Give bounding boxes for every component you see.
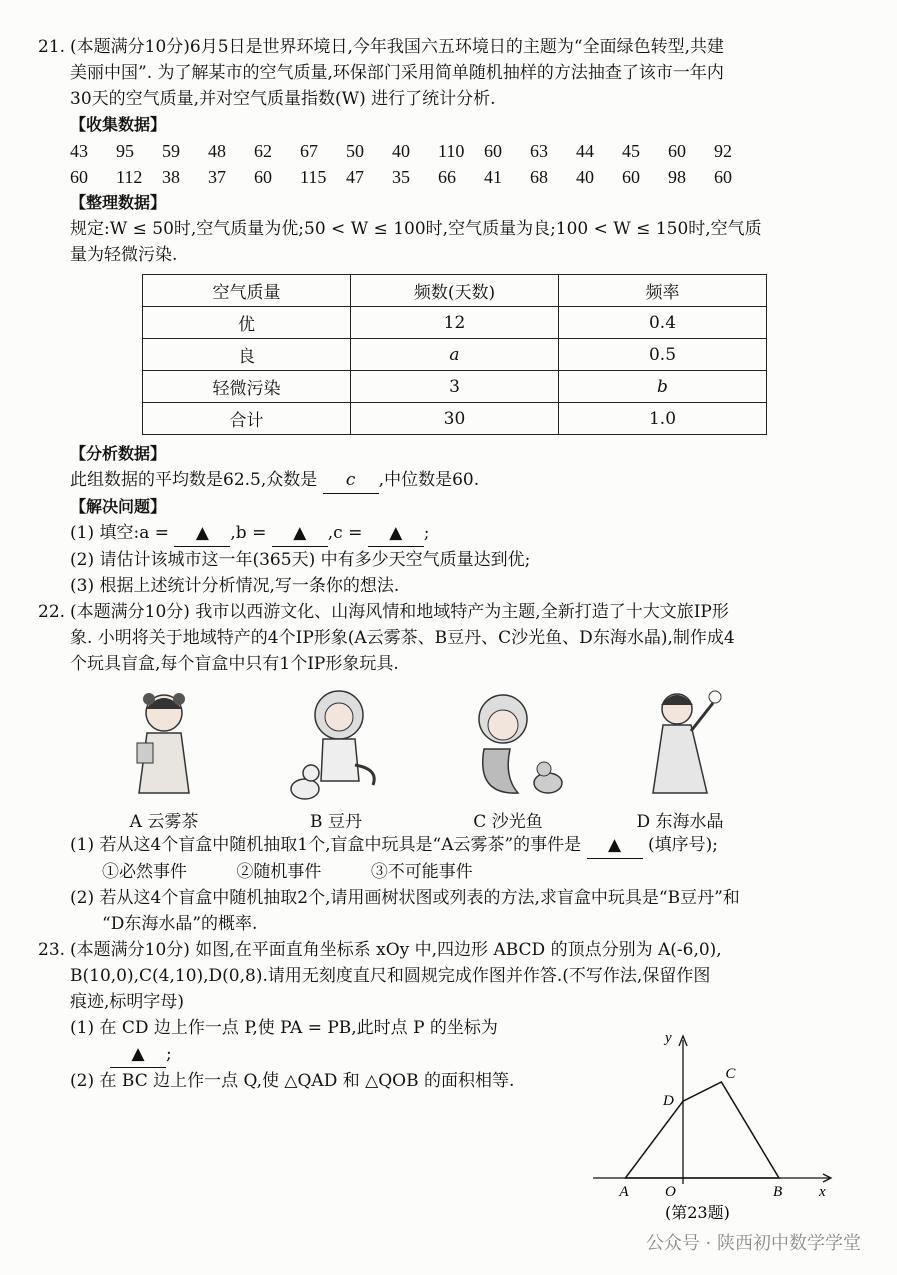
answer-blank-c2: ▲ (368, 520, 424, 547)
data-value: 60 (484, 141, 502, 161)
label-a: A (619, 1184, 629, 1200)
fish-girl-illustration (448, 685, 568, 805)
exam-page (38, 34, 860, 1094)
table-cell: 1.0 (559, 403, 767, 435)
q21-part3: (3) 根据上述统计分析情况,写一条你的想法. (70, 576, 400, 596)
q22-part2-line2: “D东海水晶”的概率. (102, 914, 258, 934)
q21-intro-line2: 美丽中国”. 为了解某市的空气质量,环保部门采用简单随机抽样的方法抽查了该市一年内 (70, 63, 724, 83)
q22-part2-line1: (2) 若从这4个盲盒中随机抽取2个,请用画树状图或列表的方法,求盲盒中玩具是“B豆丹”和 (70, 888, 740, 908)
table-header-cell: 频率 (559, 275, 767, 307)
figure-caption: B 豆丹 (310, 812, 362, 832)
bean-boy-illustration (281, 685, 391, 805)
answer-blank: ▲ (587, 832, 643, 859)
q23-part1-line1: (1) 在 CD 边上作一点 P,使 PA = PB,此时点 P 的坐标为 (70, 1018, 498, 1038)
answer-blank: ▲ (110, 1041, 166, 1068)
figure-caption: C 沙光鱼 (473, 812, 543, 832)
figure-a (78, 685, 250, 832)
q21-intro-line1: 21. (本题满分10分)6月5日是世界环境日,今年我国六五环境日的主题为“全面绿色转型,共建 (38, 37, 725, 57)
answer-blank-c: c (323, 467, 379, 494)
figure-d (594, 685, 766, 832)
table-header-row (143, 275, 767, 307)
label-x: x (819, 1184, 826, 1200)
table-cell: 0.5 (559, 339, 767, 371)
q23-part2: (2) 在 BC 边上作一点 Q,使 △QAD 和 △QOB 的面积相等. (70, 1071, 515, 1091)
figure-b (250, 685, 422, 832)
table-cell: 12 (351, 307, 559, 339)
q22-intro-line1: 22. (本题满分10分) 我市以西游文化、山海风情和地域特产为主题,全新打造了十大文旅IP形 (38, 602, 729, 622)
option-item: ②随机事件 (236, 862, 322, 882)
data-value: 66 (438, 167, 456, 187)
label-d: D (663, 1093, 674, 1110)
data-value: 62 (254, 141, 272, 161)
table-row (143, 307, 767, 339)
data-value: 48 (208, 141, 226, 161)
figure-caption: (第23题) (665, 1203, 730, 1222)
data-value: 60 (668, 141, 686, 161)
q22-intro-line2: 象. 小明将关于地域特产的4个IP形象(A云雾茶、B豆丹、C沙光鱼、D东海水晶),制作成4 (70, 628, 735, 648)
data-value: 112 (116, 167, 143, 187)
option-item: ③不可能事件 (370, 862, 473, 882)
q21-analyze-heading: 【分析数据】 (70, 444, 167, 463)
data-value: 44 (576, 141, 594, 161)
data-value: 43 (70, 141, 88, 161)
q23-part1-line2: ▲ ; (38, 1041, 860, 1068)
q21-analysis-line: 此组数据的平均数是62.5,众数是 c ,中位数是60. (38, 467, 860, 494)
data-value: 38 (162, 167, 180, 187)
table-header-cell: 频数(天数) (351, 275, 559, 307)
table-row (143, 403, 767, 435)
data-value: 115 (300, 167, 327, 187)
data-value: 59 (162, 141, 180, 161)
crystal-girl-illustration (625, 685, 735, 805)
q21-part1: (1) 填空:a = ▲ ,b = ▲ ,c = ▲ ; (38, 520, 860, 547)
q21-collect-heading: 【收集数据】 (70, 115, 167, 134)
data-value: 67 (300, 141, 318, 161)
ip-figures-row (78, 685, 860, 832)
option-item: ①必然事件 (102, 862, 187, 882)
q22-intro-line3: 个玩具盲盒,每个盲盒中只有1个IP形象玩具. (70, 654, 399, 674)
watermark: 公众号 · 陕西初中数学学堂 (645, 1233, 861, 1254)
frequency-table (142, 274, 767, 435)
q23-intro-line2: B(10,0),C(4,10),D(0,8).请用无刻度直尺和圆规完成作图并作答.(不写作法,保留作图 (70, 966, 711, 986)
figure-caption: A 云雾茶 (129, 812, 199, 832)
q21-solve-heading: 【解决问题】 (70, 497, 167, 516)
data-value: 45 (622, 141, 640, 161)
data-value: 63 (530, 141, 548, 161)
figure-c (422, 685, 594, 832)
table-cell: 0.4 (559, 307, 767, 339)
coordinate-figure (555, 990, 845, 1230)
data-value: 60 (622, 167, 640, 187)
data-value: 60 (254, 167, 272, 187)
data-value: 40 (576, 167, 594, 187)
data-value: 40 (392, 141, 410, 161)
table-cell: 轻微污染 (143, 371, 351, 403)
figure-caption: D 东海水晶 (636, 812, 724, 832)
q22-part1: (1) 若从这4个盲盒中随机抽取1个,盲盒中玩具是“A云雾茶”的事件是 ▲ (填序号); (38, 832, 860, 859)
q21-rule-line1: 规定:W ≤ 50时,空气质量为优;50 < W ≤ 100时,空气质量为良;100 < W ≤ 150时,空气质 (70, 219, 762, 239)
table-cell: b (559, 371, 767, 403)
table-cell: 30 (351, 403, 559, 435)
data-value: 95 (116, 141, 134, 161)
data-value: 41 (484, 167, 502, 187)
label-c: C (725, 1066, 736, 1082)
label-o: O (665, 1184, 676, 1200)
data-value: 60 (714, 167, 732, 187)
q21-part2: (2) 请估计该城市这一年(365天) 中有多少天空气质量达到优; (70, 550, 531, 570)
data-value: 47 (346, 167, 364, 187)
answer-blank-b: ▲ (272, 520, 328, 547)
q23-intro-line1: 23. (本题满分10分) 如图,在平面直角坐标系 xOy 中,四边形 ABCD 的顶点分别为 A(-6,0), (38, 940, 722, 960)
data-value: 110 (438, 141, 465, 161)
table-cell: a (351, 339, 559, 371)
q21-organize-heading: 【整理数据】 (70, 193, 167, 212)
data-value: 35 (392, 167, 410, 187)
label-b: B (773, 1184, 783, 1200)
table-row (143, 339, 767, 371)
table-cell: 3 (351, 371, 559, 403)
data-value: 92 (714, 141, 732, 161)
q21-data-row-2 (38, 164, 860, 190)
data-value: 60 (70, 167, 88, 187)
q23-intro-line3: 痕迹,标明字母) (70, 992, 185, 1012)
table-header-cell: 空气质量 (143, 275, 351, 307)
tea-girl-illustration (109, 685, 219, 805)
table-cell: 合计 (143, 403, 351, 435)
q21-data-row-1 (38, 138, 860, 164)
answer-blank-a: ▲ (174, 520, 230, 547)
label-y: y (665, 1030, 672, 1046)
quadrilateral-abcd (625, 1082, 779, 1178)
data-value: 50 (346, 141, 364, 161)
table-cell: 优 (143, 307, 351, 339)
data-value: 98 (668, 167, 686, 187)
data-value: 68 (530, 167, 548, 187)
q21-rule-line2: 量为轻微污染. (70, 245, 178, 265)
q21-intro-line3: 30天的空气质量,并对空气质量指数(W) 进行了统计分析. (70, 89, 496, 109)
q22-options (38, 859, 860, 885)
data-value: 37 (208, 167, 226, 187)
table-cell: 良 (143, 339, 351, 371)
table-row (143, 371, 767, 403)
